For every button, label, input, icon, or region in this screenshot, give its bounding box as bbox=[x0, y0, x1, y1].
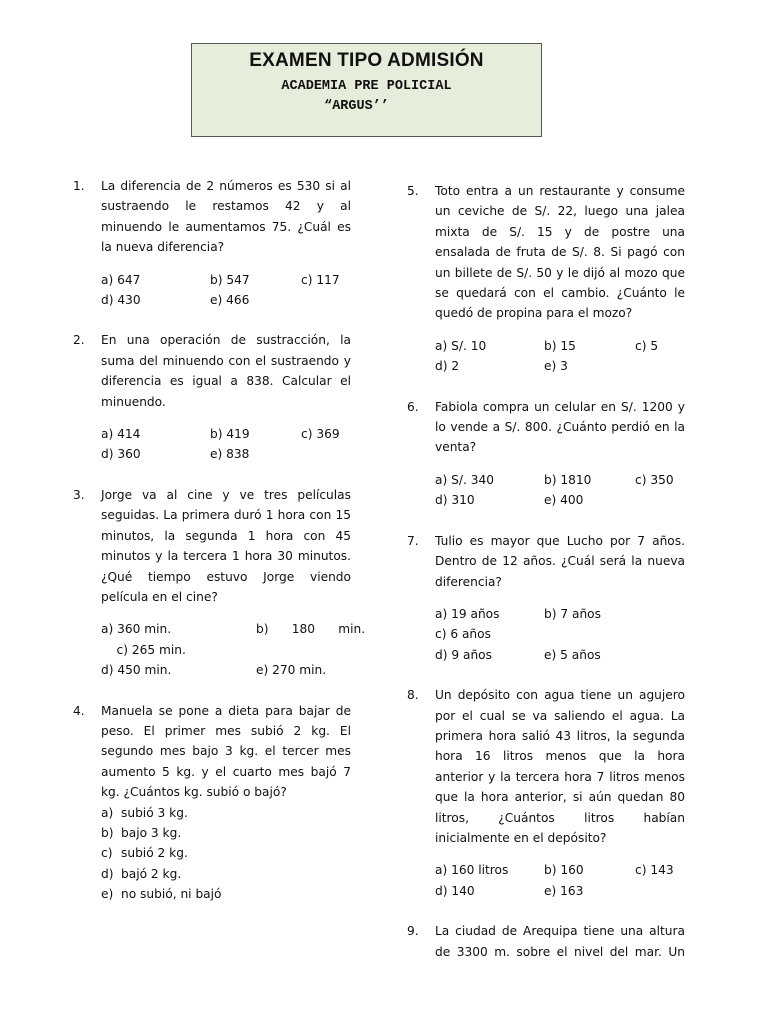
option-a: a) S/. 10 bbox=[435, 338, 487, 353]
option-d: d) 430 bbox=[101, 293, 141, 308]
options-row bbox=[435, 860, 685, 880]
exam-title: EXAMEN TIPO ADMISIÓN bbox=[249, 50, 484, 71]
question-5 bbox=[407, 181, 685, 377]
options-row bbox=[101, 270, 351, 290]
question-number: 1. bbox=[73, 179, 85, 193]
option-d: d) bajó 2 kg. bbox=[101, 866, 182, 881]
options-row bbox=[101, 660, 351, 680]
options-row bbox=[101, 619, 366, 639]
answer-options bbox=[101, 803, 351, 905]
answer-options bbox=[435, 860, 685, 901]
question-stem: Jorge va al cine y ve tres películas seguidas. La primera duró 1 hora con 15 minutos, la segunda 1 hora con 45 minutos y la tercera 1 hora 30 minutos. ¿Qué tiempo estuvo Jorge viendo película en el cine? bbox=[101, 487, 351, 604]
question-number: 4. bbox=[73, 703, 85, 718]
exam-header-box bbox=[191, 43, 542, 137]
option-c: c) 143 bbox=[635, 863, 674, 878]
question-stem: Toto entra a un restaurante y consume un ceviche de S/. 22, luego una jalea mixta de S/. 15 y de postre una ensalada de fruta de S/. 8. Si pagó con un billete de S/. 50 y le dijó al mozo que se quedará con el cambio. ¿Cuánto le quedó de propina para el mozo? bbox=[435, 184, 685, 321]
answer-options bbox=[101, 270, 351, 311]
option-e: e) no subió, ni bajó bbox=[101, 887, 222, 902]
answer-options bbox=[101, 619, 366, 680]
answer-options bbox=[435, 470, 685, 511]
option-a: a) subió 3 kg. bbox=[101, 805, 188, 820]
option-d: d) 450 min. bbox=[101, 663, 172, 678]
option-c: c) 117 bbox=[301, 272, 340, 287]
question-number: 9. bbox=[407, 924, 419, 939]
option-d: d) 9 años bbox=[435, 647, 492, 662]
question-stem: En una operación de sustracción, la suma del minuendo con el sustraendo y diferencia es igual a 838. Calcular el minuendo. bbox=[101, 333, 351, 409]
question-8 bbox=[407, 685, 685, 901]
option-b: b) 1810 bbox=[544, 472, 592, 487]
option-c: c) 265 min. bbox=[101, 642, 186, 657]
options-row bbox=[101, 290, 351, 310]
question-stem: La diferencia de 2 números es 530 si al sustraendo le restamos 42 y al minuendo le aumentamos 75. ¿Cuál es la nueva diferencia? bbox=[101, 179, 351, 255]
options-row bbox=[435, 356, 685, 376]
option-a: a) S/. 340 bbox=[435, 472, 494, 487]
question-number: 7. bbox=[407, 533, 419, 548]
options-row bbox=[435, 604, 685, 624]
question-number: 5. bbox=[407, 184, 419, 198]
question-7 bbox=[407, 531, 685, 665]
option-b: b) 180 min. bbox=[256, 622, 366, 637]
option-c: c) 5 bbox=[635, 338, 659, 353]
question-stem: Manuela se pone a dieta para bajar de peso. El primer mes subió 2 kg. El segundo mes bajo 3 kg. el tercer mes aumento 5 kg. y el cuarto mes bajó 7 kg. ¿Cuántos kg. subió o bajó? bbox=[101, 703, 351, 800]
option-c: c) 350 bbox=[635, 472, 674, 487]
options-row bbox=[101, 444, 351, 464]
option-d: d) 310 bbox=[435, 493, 475, 508]
question-1 bbox=[73, 176, 351, 310]
answer-options bbox=[435, 336, 685, 377]
option-e: e) 400 bbox=[544, 493, 584, 508]
academy-name: ACADEMIA PRE POLICIAL bbox=[281, 79, 452, 94]
option-a: a) 360 min. bbox=[101, 622, 172, 637]
option-b: b) 419 bbox=[210, 427, 250, 442]
question-2 bbox=[73, 330, 351, 464]
option-d: d) 140 bbox=[435, 883, 475, 898]
option-b: b) 160 bbox=[544, 863, 584, 878]
option-e: e) 466 bbox=[210, 293, 250, 308]
answer-options bbox=[435, 604, 685, 665]
option-d: d) 2 bbox=[435, 359, 460, 374]
question-stem: Un depósito con agua tiene un agujero por el cual se va saliendo el agua. La primera hora salió 43 litros, la segunda hora 16 litros menos que la hora anterior y la tercera hora 7 litros menos que la hora anterior, si aún quedan 80 litros, ¿Cuántos litros habían inicialmente en el depósito? bbox=[435, 688, 685, 845]
options-row bbox=[435, 490, 685, 510]
option-e: e) 838 bbox=[210, 447, 250, 462]
option-a: a) 19 años bbox=[435, 606, 500, 621]
option-b: b) bajo 3 kg. bbox=[101, 825, 182, 840]
question-number: 2. bbox=[73, 333, 85, 348]
option-b: b) 547 bbox=[210, 272, 250, 287]
question-stem: Tulio es mayor que Lucho por 7 años. Dentro de 12 años. ¿Cuál será la nueva diferencia? bbox=[435, 533, 685, 589]
option-a: a) 414 bbox=[101, 427, 141, 442]
question-6 bbox=[407, 397, 685, 511]
options-row bbox=[435, 470, 685, 490]
option-a: a) 647 bbox=[101, 272, 141, 287]
options-row bbox=[435, 624, 685, 644]
option-c: c) 6 años bbox=[435, 627, 491, 642]
right-column bbox=[407, 181, 685, 962]
question-3 bbox=[73, 485, 366, 681]
option-c: c) 369 bbox=[301, 427, 340, 442]
options-row bbox=[101, 424, 351, 444]
option-d: d) 360 bbox=[101, 447, 141, 462]
options-row bbox=[435, 881, 685, 901]
question-number: 3. bbox=[73, 487, 85, 502]
option-b: b) 15 bbox=[544, 338, 576, 353]
left-column bbox=[73, 176, 366, 905]
academy-brand: “ARGUS’’ bbox=[324, 99, 389, 114]
answer-options bbox=[101, 424, 351, 465]
option-c: c) subió 2 kg. bbox=[101, 846, 188, 861]
option-a: a) 160 litros bbox=[435, 863, 509, 878]
options-row bbox=[435, 645, 685, 665]
question-stem: La ciudad de Arequipa tiene una altura de 3300 m. sobre el nivel del mar. Un bbox=[435, 924, 685, 959]
question-9 bbox=[407, 921, 685, 962]
option-e: e) 5 años bbox=[544, 647, 601, 662]
options-row bbox=[435, 336, 685, 356]
option-e: e) 3 bbox=[544, 359, 568, 374]
question-stem: Fabiola compra un celular en S/. 1200 y lo vende a S/. 800. ¿Cuánto perdió en la venta? bbox=[435, 399, 685, 455]
option-e: e) 163 bbox=[544, 883, 584, 898]
question-number: 8. bbox=[407, 688, 419, 703]
options-row bbox=[101, 640, 351, 660]
option-b: b) 7 años bbox=[544, 606, 601, 621]
question-number: 6. bbox=[407, 399, 419, 414]
question-4 bbox=[73, 701, 351, 905]
option-e: e) 270 min. bbox=[256, 663, 327, 678]
